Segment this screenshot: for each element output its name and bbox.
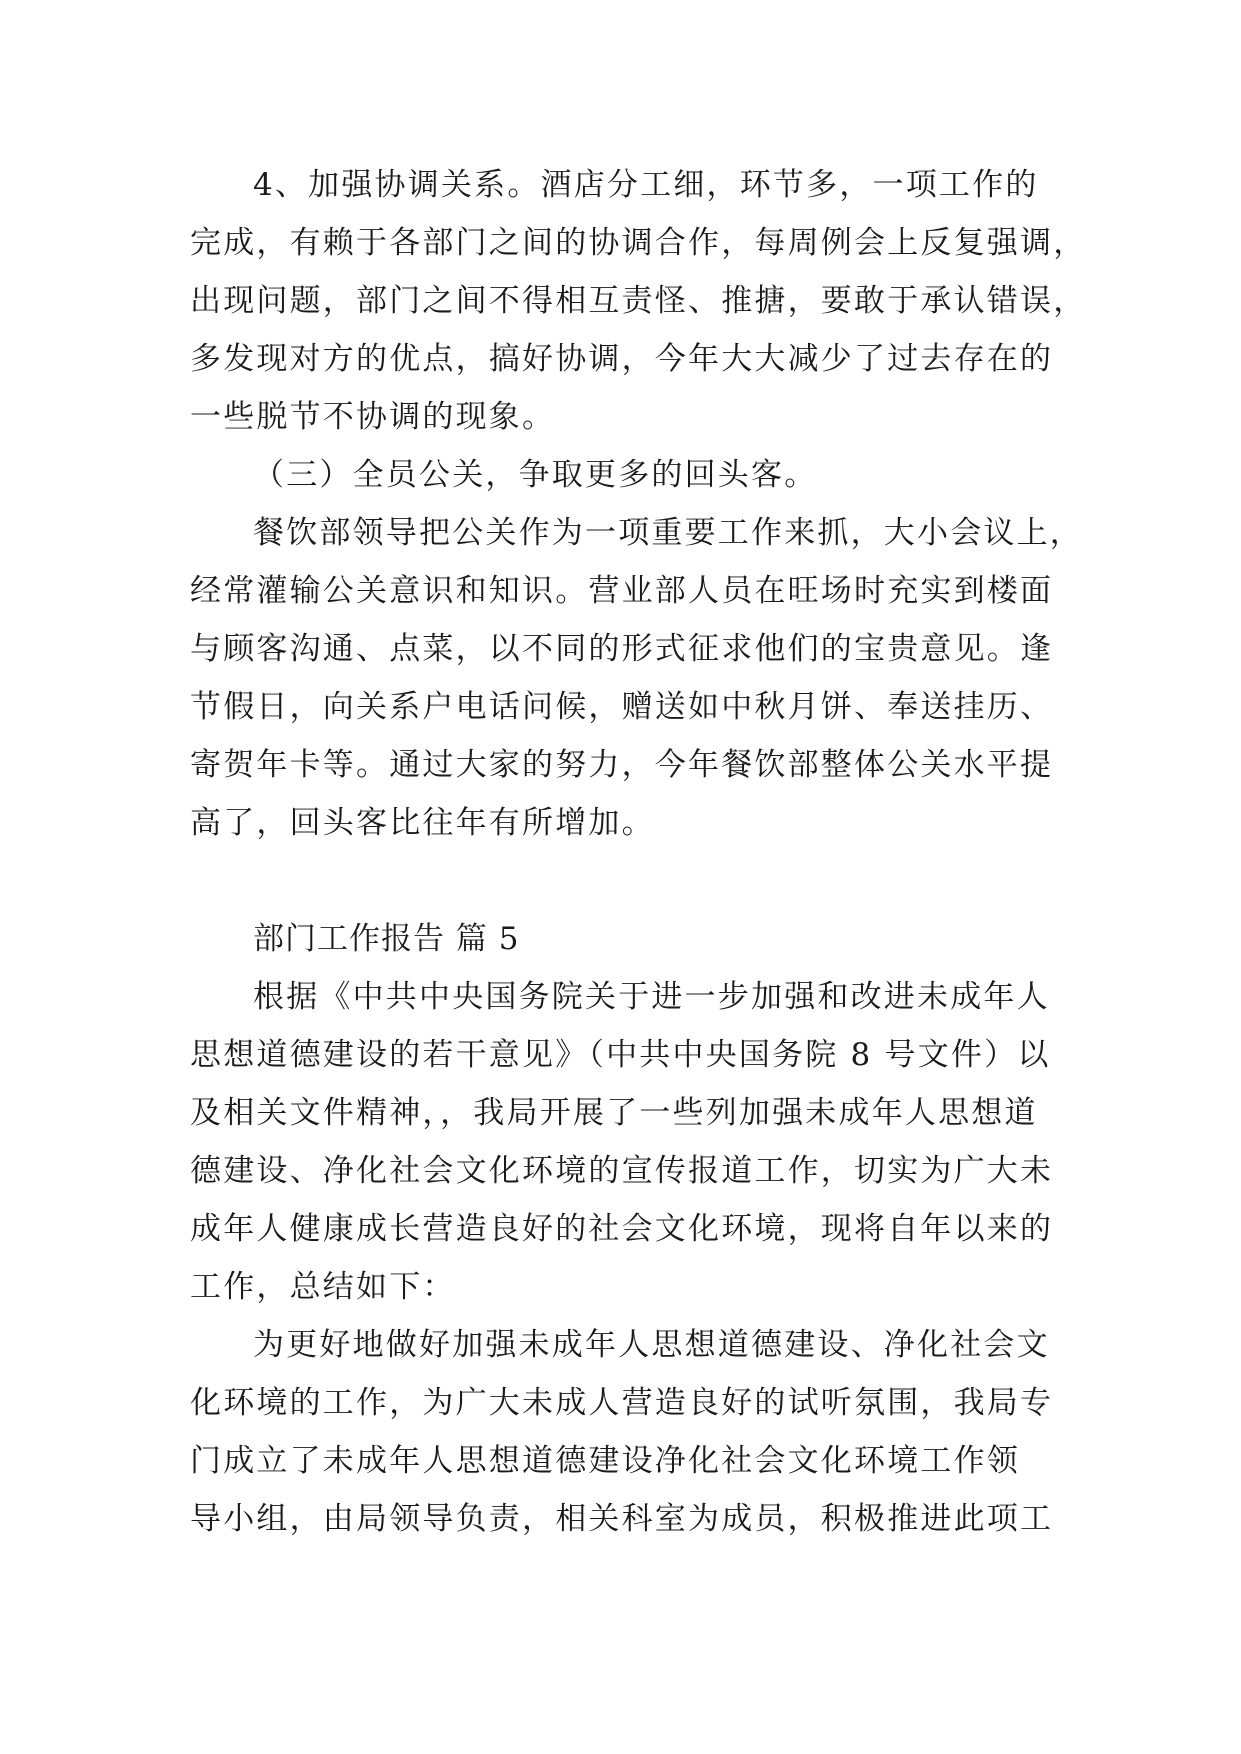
paragraph-3-line-6: 高了，回头客比往年有所增加。: [190, 805, 655, 841]
paragraph-3-line-1: 餐饮部领导把公关作为一项重要工作来抓，大小会议上，: [253, 515, 1083, 551]
paragraph-5-line-3: 门成立了未成年人思想道德建设净化社会文化环境工作领: [190, 1443, 1020, 1479]
paragraph-3-line-4: 节假日，向关系户电话问候，赠送如中秋月饼、奉送挂历、: [190, 689, 1054, 725]
paragraph-1-line-4: 多发现对方的优点，搞好协调，今年大大减少了过去存在的: [190, 341, 1054, 377]
paragraph-3-line-3: 与顾客沟通、点菜，以不同的形式征求他们的宝贵意见。逢: [190, 631, 1054, 667]
paragraph-4-line-5: 成年人健康成长营造良好的社会文化环境，现将自年以来的: [190, 1211, 1054, 1247]
paragraph-3-line-5: 寄贺年卡等。通过大家的努力，今年餐饮部整体公关水平提: [190, 747, 1054, 783]
paragraph-1-line-5: 一些脱节不协调的现象。: [190, 399, 556, 435]
paragraph-4-line-1: 根据《中共中央国务院关于进一步加强和改进未成年人: [253, 979, 1050, 1015]
paragraph-5-line-4: 导小组，由局领导负责，相关科室为成员，积极推进此项工: [190, 1501, 1054, 1537]
paragraph-4-line-4: 德建设、净化社会文化环境的宣传报道工作，切实为广大未: [190, 1153, 1054, 1189]
paragraph-1-line-2: 完成，有赖于各部门之间的协调合作，每周例会上反复强调，: [190, 225, 1087, 261]
paragraph-1-line-1: 4、加强协调关系。酒店分工细，环节多，一项工作的: [253, 167, 1039, 203]
paragraph-5-line-2: 化环境的工作，为广大未成人营造良好的试听氛围，我局专: [190, 1385, 1054, 1421]
paragraph-1-line-3: 出现问题，部门之间不得相互责怪、推搪，要敢于承认错误，: [190, 283, 1087, 319]
subheading-line: （三）全员公关，争取更多的回头客。: [253, 457, 818, 493]
paragraph-4-line-2: 思想道德建设的若干意见》（中共中央国务院 8 号文件）以: [190, 1037, 1051, 1073]
paragraph-3-line-2: 经常灌输公关意识和知识。营业部人员在旺场时充实到楼面: [190, 573, 1054, 609]
paragraph-4-line-3: 及相关文件精神，，我局开展了一些列加强未成年人思想道: [190, 1095, 1038, 1131]
paragraph-5-line-1: 为更好地做好加强未成年人思想道德建设、净化社会文: [253, 1327, 1050, 1363]
paragraph-4-line-6: 工作，总结如下：: [190, 1269, 456, 1305]
section-heading: 部门工作报告 篇 5: [253, 921, 520, 957]
